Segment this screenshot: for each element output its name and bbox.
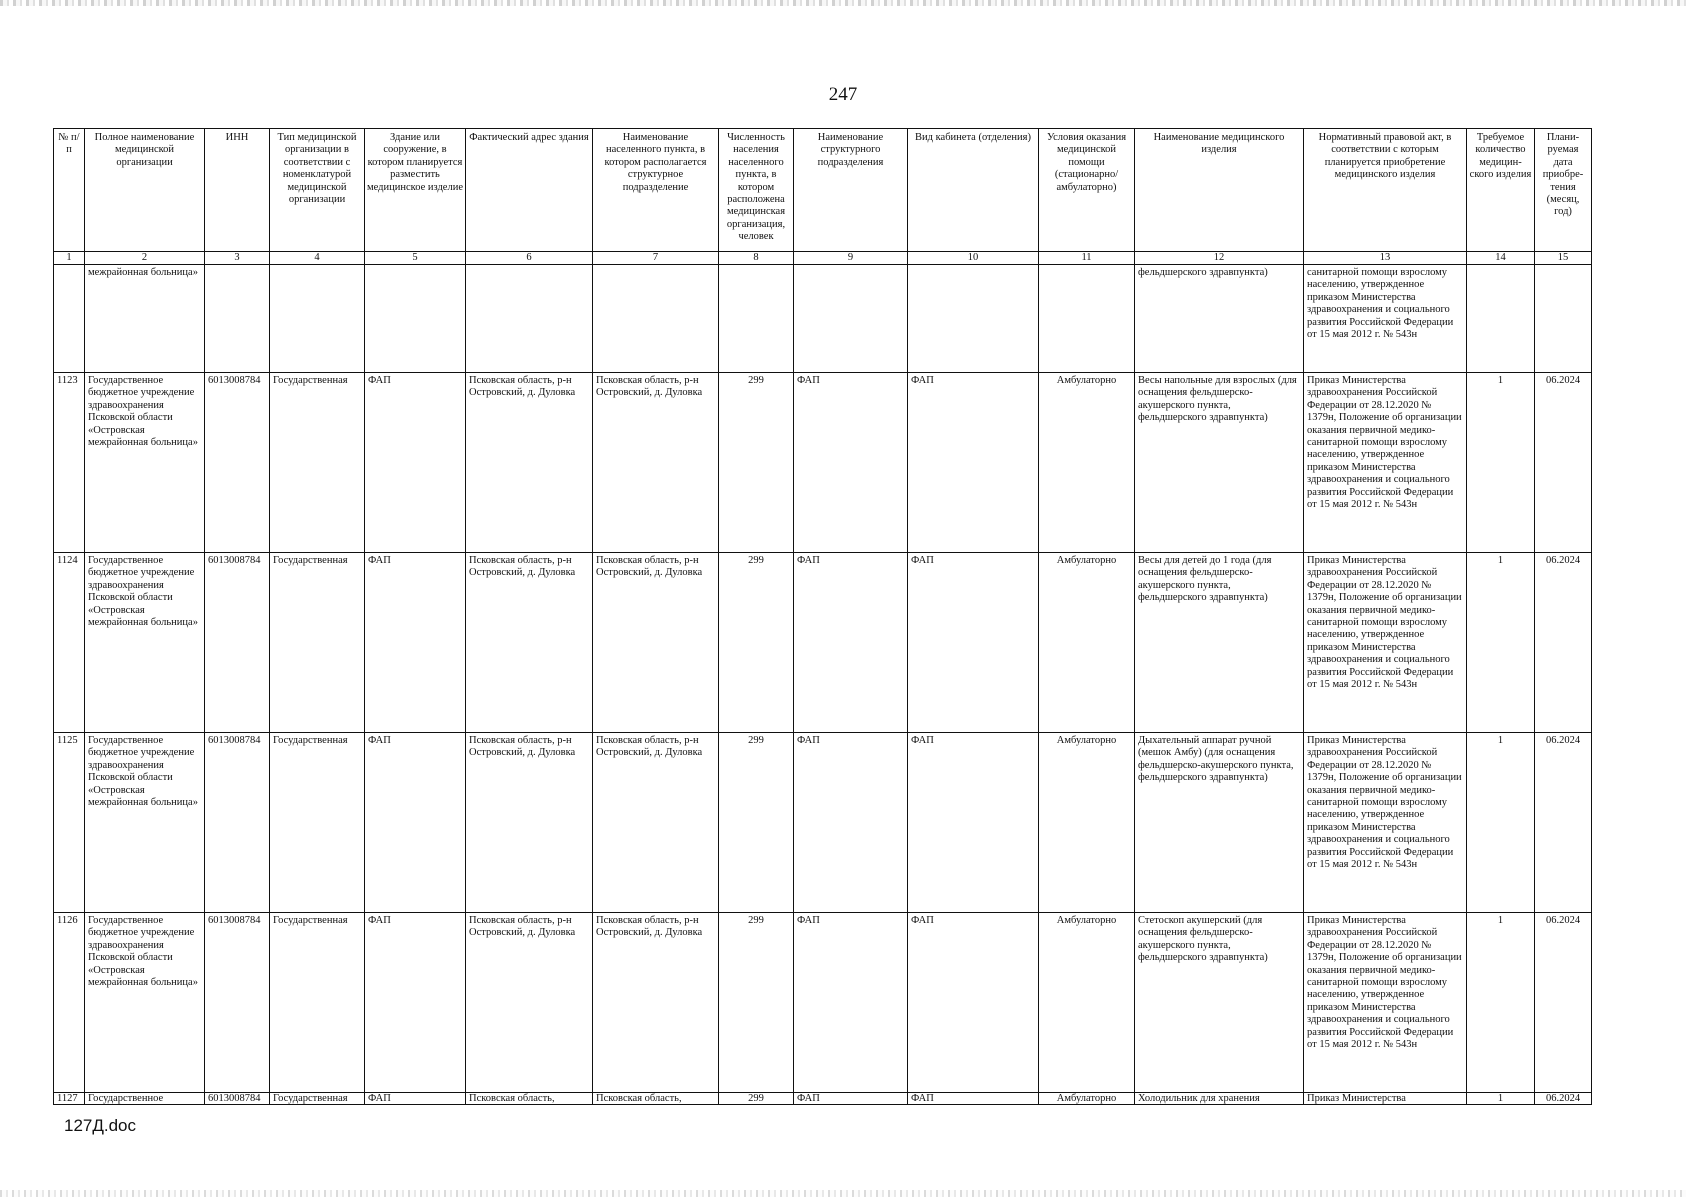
building-cell: ФАП [365,733,466,913]
column-header: Наименование структурного подразделения [794,129,908,252]
column-number: 8 [719,252,794,265]
header-row [54,129,1592,252]
continuation-row [54,265,1592,373]
unit-cell: ФАП [794,1093,908,1105]
org-type-cell: Государственная [270,1093,365,1105]
date-cell: 06.2024 [1535,1093,1592,1105]
row-number-cell: 1126 [54,913,85,1093]
registry-table [53,128,1592,1105]
column-number: 9 [794,252,908,265]
scan-artifact-top [0,0,1686,6]
population-cell: 299 [719,913,794,1093]
unit-cell: ФАП [794,913,908,1093]
table-row [54,913,1592,1093]
column-header: Численность населения населенного пункта, в котором расположена медицинская организация, человек [719,129,794,252]
quantity-cell: 1 [1467,553,1535,733]
legal-act-cell: Приказ Министерства здравоохранения Российской Федерации от 28.12.2020 № 1379н, Положение об организации оказания первичной медико-санитарной помощи взрослому населению, утвержденное приказом Министерства здравоохранения и социального развития Российской Федерации от 15 мая 2012 г. № 543н [1304,733,1467,913]
conditions-cell: Амбулаторно [1039,913,1135,1093]
quantity-cell: 1 [1467,373,1535,553]
unit-cell: ФАП [794,733,908,913]
document-filename: 127Д.doc [64,1116,137,1135]
conditions-cell: Амбулаторно [1039,373,1135,553]
column-header: Плани-руемая дата приобре-тения (месяц, год) [1535,129,1592,252]
date-cell: 06.2024 [1535,373,1592,553]
org-name-cell: Государственное бюджетное учреждение здравоохранения Псковской области «Островская межрайонная больница» [85,553,205,733]
device-name-cell: Весы для детей до 1 года (для оснащения фельдшерско-акушерского пункта, фельдшерского здравпункта) [1135,553,1304,733]
org-name-cell: Государственное бюджетное учреждение здравоохранения Псковской области «Островская межрайонная больница» [85,913,205,1093]
column-number: 11 [1039,252,1135,265]
row-number-cell: 1124 [54,553,85,733]
address-cell: Псковская область, [466,1093,593,1105]
inn-cell: 6013008784 [205,913,270,1093]
address-cell: Псковская область, р-н Островский, д. Дуловка [466,553,593,733]
column-number: 10 [908,252,1039,265]
table-row-partial [54,1093,1592,1105]
legal-act-cell: санитарной помощи взрослому населению, утвержденное приказом Министерства здравоохранения и социального развития Российской Федерации от 15 мая 2012 г. № 543н [1304,265,1467,373]
legal-act-cell: Приказ Министерства здравоохранения Российской Федерации от 28.12.2020 № 1379н, Положение об организации оказания первичной медико-санитарной помощи взрослому населению, утвержденное приказом Министерства здравоохранения и социального развития Российской Федерации от 15 мая 2012 г. № 543н [1304,553,1467,733]
locality-cell: Псковская область, [593,1093,719,1105]
locality-cell: Псковская область, р-н Островский, д. Дуловка [593,913,719,1093]
conditions-cell: Амбулаторно [1039,1093,1135,1105]
cabinet-cell: ФАП [908,1093,1039,1105]
conditions-cell: Амбулаторно [1039,553,1135,733]
column-header: Тип медицинской организации в соответствии с номенклатурой медицинской организации [270,129,365,252]
population-cell: 299 [719,733,794,913]
unit-cell: ФАП [794,373,908,553]
column-header: Наименование населенного пункта, в котором располагается структурное подразделение [593,129,719,252]
conditions-cell: Амбулаторно [1039,733,1135,913]
quantity-cell: 1 [1467,1093,1535,1105]
scan-artifact-bottom [0,1190,1686,1197]
org-type-cell: Государственная [270,733,365,913]
inn-cell: 6013008784 [205,553,270,733]
inn-cell: 6013008784 [205,1093,270,1105]
column-header: Здание или сооружение, в котором планируется разместить медицинское изделие [365,129,466,252]
column-header: Наименование медицинского изделия [1135,129,1304,252]
building-cell: ФАП [365,553,466,733]
unit-cell: ФАП [794,553,908,733]
org-name-cell: межрайонная больница» [85,265,205,373]
table-row [54,553,1592,733]
device-name-cell: Дыхательный аппарат ручной (мешок Амбу) (для оснащения фельдшерско-акушерского пункта, фельдшерского здравпункта) [1135,733,1304,913]
device-name-cell: Стетоскоп акушерский (для оснащения фельдшерско-акушерского пункта, фельдшерского здравпункта) [1135,913,1304,1093]
address-cell: Псковская область, р-н Островский, д. Дуловка [466,373,593,553]
column-number: 6 [466,252,593,265]
address-cell: Псковская область, р-н Островский, д. Дуловка [466,733,593,913]
legal-act-cell: Приказ Министерства здравоохранения Российской Федерации от 28.12.2020 № 1379н, Положение об организации оказания первичной медико-санитарной помощи взрослому населению, утвержденное приказом Министерства здравоохранения и социального развития Российской Федерации от 15 мая 2012 г. № 543н [1304,373,1467,553]
column-number-row [54,252,1592,265]
column-number: 14 [1467,252,1535,265]
population-cell: 299 [719,1093,794,1105]
row-number-cell: 1127 [54,1093,85,1105]
org-name-cell: Государственное [85,1093,205,1105]
column-number: 3 [205,252,270,265]
org-type-cell: Государственная [270,913,365,1093]
legal-act-cell: Приказ Министерства [1304,1093,1467,1105]
date-cell: 06.2024 [1535,913,1592,1093]
column-number: 2 [85,252,205,265]
table-row [54,373,1592,553]
column-header: Вид кабинета (отделения) [908,129,1039,252]
building-cell: ФАП [365,1093,466,1105]
org-type-cell: Государственная [270,553,365,733]
column-number: 12 [1135,252,1304,265]
address-cell: Псковская область, р-н Островский, д. Дуловка [466,913,593,1093]
column-header: Фактический адрес здания [466,129,593,252]
quantity-cell: 1 [1467,913,1535,1093]
inn-cell: 6013008784 [205,373,270,553]
cabinet-cell: ФАП [908,913,1039,1093]
column-number: 15 [1535,252,1592,265]
row-number-cell: 1123 [54,373,85,553]
column-header: ИНН [205,129,270,252]
building-cell: ФАП [365,913,466,1093]
locality-cell: Псковская область, р-н Островский, д. Дуловка [593,373,719,553]
column-number: 4 [270,252,365,265]
inn-cell: 6013008784 [205,733,270,913]
column-number: 7 [593,252,719,265]
population-cell: 299 [719,373,794,553]
population-cell: 299 [719,553,794,733]
column-number: 13 [1304,252,1467,265]
cabinet-cell: ФАП [908,733,1039,913]
cabinet-cell: ФАП [908,373,1039,553]
table-row [54,733,1592,913]
device-name-cell: Весы напольные для взрослых (для оснащения фельдшерско-акушерского пункта, фельдшерского здравпункта) [1135,373,1304,553]
column-header: Нормативный правовой акт, в соответствии с которым планируется приобретение медицинского изделия [1304,129,1467,252]
device-name-cell: Холодильник для хранения [1135,1093,1304,1105]
locality-cell: Псковская область, р-н Островский, д. Дуловка [593,553,719,733]
date-cell: 06.2024 [1535,733,1592,913]
column-header: Требуемое количество медицин-ского изделия [1467,129,1535,252]
column-number: 1 [54,252,85,265]
org-name-cell: Государственное бюджетное учреждение здравоохранения Псковской области «Островская межрайонная больница» [85,373,205,553]
column-header: Условия оказания медицинской помощи (стационарно/ амбулаторно) [1039,129,1135,252]
page-number: 247 [828,84,858,105]
cabinet-cell: ФАП [908,553,1039,733]
building-cell: ФАП [365,373,466,553]
row-number-cell: 1125 [54,733,85,913]
legal-act-cell: Приказ Министерства здравоохранения Российской Федерации от 28.12.2020 № 1379н, Положение об организации оказания первичной медико-санитарной помощи взрослому населению, утвержденное приказом Министерства здравоохранения и социального развития Российской Федерации от 15 мая 2012 г. № 543н [1304,913,1467,1093]
column-header: № п/п [54,129,85,252]
column-number: 5 [365,252,466,265]
org-type-cell: Государственная [270,373,365,553]
column-header: Полное наименование медицинской организации [85,129,205,252]
locality-cell: Псковская область, р-н Островский, д. Дуловка [593,733,719,913]
org-name-cell: Государственное бюджетное учреждение здравоохранения Псковской области «Островская межрайонная больница» [85,733,205,913]
date-cell: 06.2024 [1535,553,1592,733]
device-name-cell: фельдшерского здравпункта) [1135,265,1304,373]
quantity-cell: 1 [1467,733,1535,913]
